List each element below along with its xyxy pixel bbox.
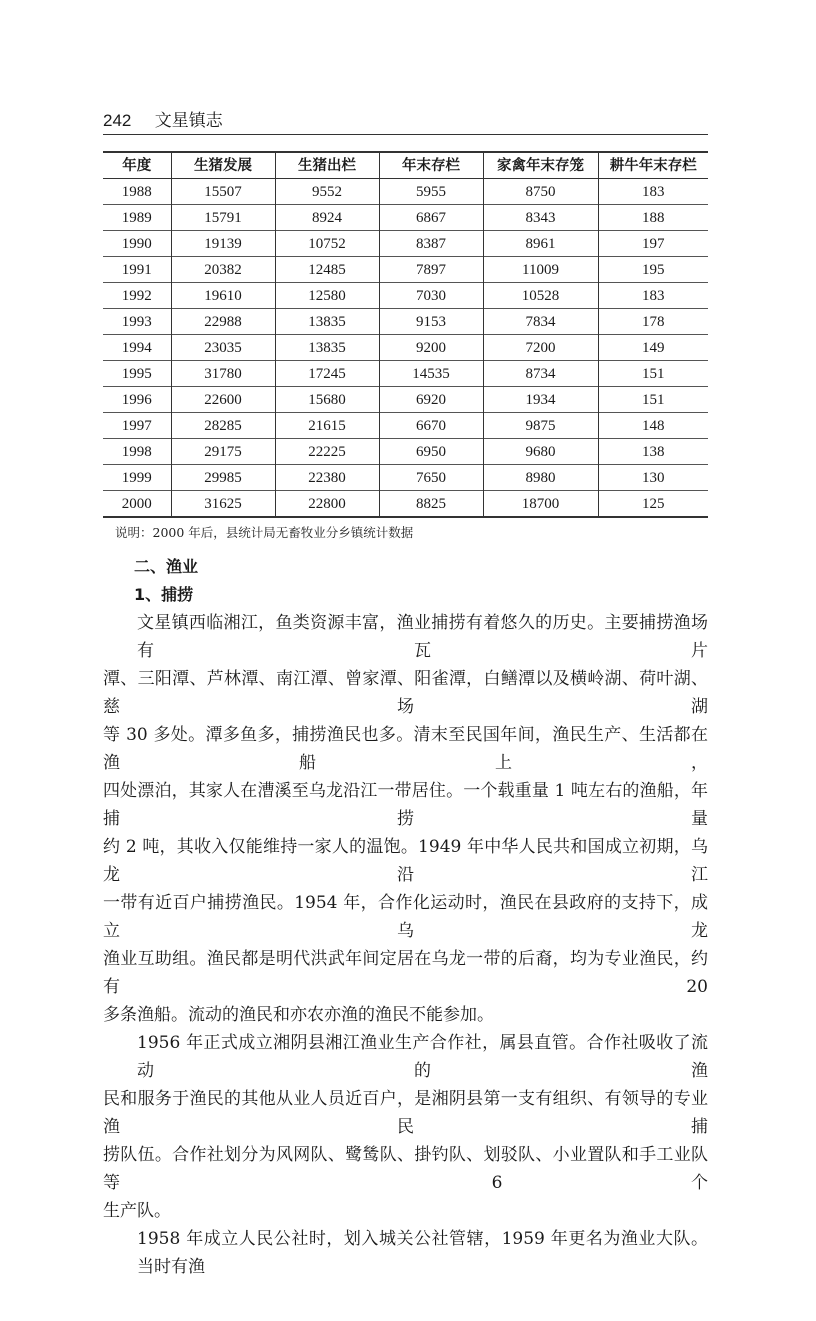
table-row xyxy=(103,491,708,518)
table-cell: 8343 xyxy=(483,205,598,231)
table-note: 说明：2000 年后，县统计局无畜牧业分乡镇统计数据 xyxy=(115,525,414,540)
table-cell: 1993 xyxy=(121,313,152,330)
table-cell: 22225 xyxy=(275,439,379,465)
table-cell: 22380 xyxy=(275,465,379,491)
table-cell: 15680 xyxy=(275,387,379,413)
table-cell: 5955 xyxy=(379,179,483,205)
text-line: 潭、三阳潭、芦林潭、南江潭、曾家潭、阳雀潭，白鳝潭以及横岭湖、荷叶湖、慈场湖 xyxy=(103,669,708,717)
table-cell: 8924 xyxy=(275,205,379,231)
subsection-heading: 1、捕捞 xyxy=(134,585,194,604)
paragraph xyxy=(103,1029,708,1225)
table-cell: 21615 xyxy=(275,413,379,439)
livestock-table xyxy=(103,151,708,518)
table-cell: 13835 xyxy=(275,335,379,361)
table-cell: 12580 xyxy=(275,283,379,309)
table-cell: 12485 xyxy=(275,257,379,283)
page xyxy=(103,0,708,1321)
table-cell: 7650 xyxy=(379,465,483,491)
table-cell: 8825 xyxy=(379,491,483,518)
table-cell: 9153 xyxy=(379,309,483,335)
page-number: 242 xyxy=(103,111,132,130)
table-row xyxy=(103,439,708,465)
table-cell: 6670 xyxy=(379,413,483,439)
column-header: 生猪出栏 xyxy=(275,152,379,179)
table-cell: 6950 xyxy=(379,439,483,465)
table-cell: 15507 xyxy=(171,179,275,205)
column-header: 生猪发展 xyxy=(171,152,275,179)
table-body xyxy=(103,179,708,518)
table-cell: 17245 xyxy=(275,361,379,387)
table-cell: 130 xyxy=(598,465,708,491)
table-cell: 22800 xyxy=(275,491,379,518)
table-cell: 188 xyxy=(598,205,708,231)
table-cell: 151 xyxy=(598,361,708,387)
table-row xyxy=(103,309,708,335)
table-cell: 1997 xyxy=(121,417,152,434)
table-cell: 8750 xyxy=(483,179,598,205)
table-cell: 1995 xyxy=(121,365,152,382)
text-line: 四处漂泊，其家人在漕溪至乌龙沿江一带居住。一个载重量 1 吨左右的渔船，年捕捞量 xyxy=(103,781,708,829)
text-line: 捞队伍。合作社划分为风网队、鹭鸶队、掛钓队、划驳队、小业置队和手工业队等 6 个 xyxy=(103,1145,708,1193)
table-cell: 1989 xyxy=(121,209,152,226)
table-cell: 9200 xyxy=(379,335,483,361)
table-cell: 31625 xyxy=(171,491,275,518)
table-cell: 28285 xyxy=(171,413,275,439)
table-cell: 125 xyxy=(598,491,708,518)
table-cell: 23035 xyxy=(171,335,275,361)
table-cell: 9680 xyxy=(483,439,598,465)
text-line: 等 30 多处。潭多鱼多，捕捞渔民也多。清末至民国年间，渔民生产、生活都在渔船上， xyxy=(103,725,708,773)
table-cell: 197 xyxy=(598,231,708,257)
column-header: 家禽年末存笼 xyxy=(483,152,598,179)
text-line: 一带有近百户捕捞渔民。1954 年，合作化运动时，渔民在县政府的支持下，成立乌龙 xyxy=(103,893,708,941)
table-cell: 10528 xyxy=(483,283,598,309)
table-row xyxy=(103,205,708,231)
table-row xyxy=(103,179,708,205)
table-cell: 29985 xyxy=(171,465,275,491)
table-cell: 2000 xyxy=(121,495,152,512)
table-row xyxy=(103,361,708,387)
table-cell: 148 xyxy=(598,413,708,439)
table-cell: 7200 xyxy=(483,335,598,361)
table-cell: 6920 xyxy=(379,387,483,413)
column-header: 年末存栏 xyxy=(379,152,483,179)
table-cell: 8961 xyxy=(483,231,598,257)
table-cell: 1990 xyxy=(121,235,152,252)
table-cell: 18700 xyxy=(483,491,598,518)
table-cell: 6867 xyxy=(379,205,483,231)
text-line: 1956 年正式成立湘阴县湘江渔业生产合作社，属县直管。合作社吸收了流动的渔 xyxy=(137,1033,708,1081)
section-heading: 二、渔业 xyxy=(134,557,199,576)
table-cell: 11009 xyxy=(483,257,598,283)
text-line: 渔业互助组。渔民都是明代洪武年间定居在乌龙一带的后裔，均为专业渔民，约有 20 xyxy=(103,949,708,997)
column-header: 耕牛年末存栏 xyxy=(598,152,708,179)
table-cell: 183 xyxy=(598,283,708,309)
table-cell: 19610 xyxy=(171,283,275,309)
table-row xyxy=(103,257,708,283)
table-row xyxy=(103,231,708,257)
table-cell: 8387 xyxy=(379,231,483,257)
table-cell: 1934 xyxy=(483,387,598,413)
paragraph xyxy=(103,609,708,1029)
table-cell: 7030 xyxy=(379,283,483,309)
table-row xyxy=(103,387,708,413)
text-line: 约 2 吨，其收入仅能维持一家人的温饱。1949 年中华人民共和国成立初期，乌龙沿江 xyxy=(103,837,708,885)
table-cell: 151 xyxy=(598,387,708,413)
table-cell: 183 xyxy=(598,179,708,205)
book-title: 文星镇志 xyxy=(154,111,223,131)
table-cell: 15791 xyxy=(171,205,275,231)
table-cell: 1988 xyxy=(121,183,152,200)
table-cell: 31780 xyxy=(171,361,275,387)
table-cell: 178 xyxy=(598,309,708,335)
text-line: 多条渔船。流动的渔民和亦农亦渔的渔民不能参加。 xyxy=(103,1005,494,1025)
table-cell: 20382 xyxy=(171,257,275,283)
table-row xyxy=(103,465,708,491)
table-cell: 7834 xyxy=(483,309,598,335)
table-cell: 1994 xyxy=(121,339,152,356)
table-cell: 9552 xyxy=(275,179,379,205)
text-line: 1958 年成立人民公社时，划入城关公社管辖，1959 年更名为渔业大队。当时有渔 xyxy=(137,1229,708,1277)
table-cell: 14535 xyxy=(379,361,483,387)
table-cell: 1999 xyxy=(121,469,152,486)
table-cell: 22600 xyxy=(171,387,275,413)
table-cell: 13835 xyxy=(275,309,379,335)
table-cell: 195 xyxy=(598,257,708,283)
table-cell: 1992 xyxy=(121,287,152,304)
table-cell: 22988 xyxy=(171,309,275,335)
running-header xyxy=(103,110,708,135)
table-cell: 1991 xyxy=(121,261,152,278)
table-header-row xyxy=(103,152,708,179)
table-cell: 19139 xyxy=(171,231,275,257)
table-cell: 8734 xyxy=(483,361,598,387)
column-header: 年度 xyxy=(103,152,171,179)
table-cell: 138 xyxy=(598,439,708,465)
table-row xyxy=(103,335,708,361)
table-cell: 1996 xyxy=(121,391,152,408)
paragraph xyxy=(103,1225,708,1281)
table-cell: 1998 xyxy=(121,443,152,460)
text-line: 生产队。 xyxy=(103,1201,171,1221)
table-cell: 29175 xyxy=(171,439,275,465)
table-cell: 7897 xyxy=(379,257,483,283)
table-cell: 10752 xyxy=(275,231,379,257)
body-text xyxy=(103,609,708,1281)
table-row xyxy=(103,283,708,309)
text-line: 民和服务于渔民的其他从业人员近百户，是湘阴县第一支有组织、有领导的专业渔民捕 xyxy=(103,1089,708,1137)
text-line: 文星镇西临湘江，鱼类资源丰富，渔业捕捞有着悠久的历史。主要捕捞渔场有瓦片 xyxy=(137,613,708,661)
table-cell: 8980 xyxy=(483,465,598,491)
table-cell: 9875 xyxy=(483,413,598,439)
table-cell: 149 xyxy=(598,335,708,361)
table-row xyxy=(103,413,708,439)
